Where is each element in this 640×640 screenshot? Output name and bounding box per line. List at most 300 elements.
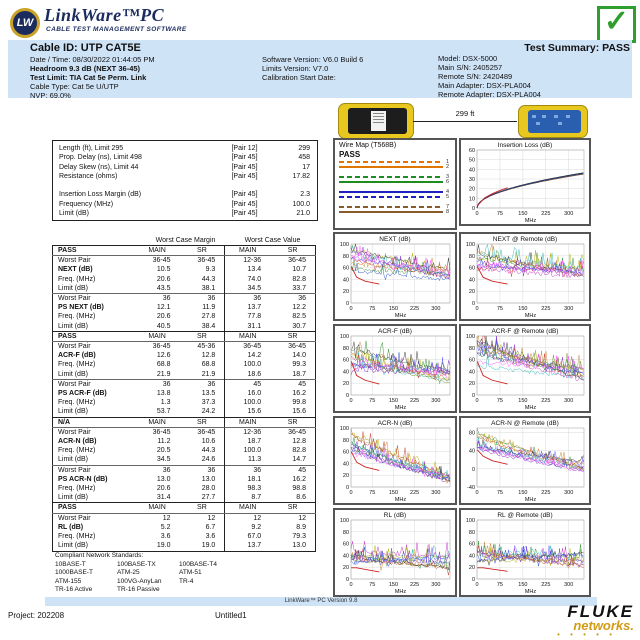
value-cell: 12-36 bbox=[243, 428, 262, 436]
value-cell: 21.9 bbox=[180, 370, 225, 380]
table-row bbox=[53, 265, 316, 274]
value-cell: 27.8 bbox=[180, 312, 225, 321]
row-label-cell: Worst Pair bbox=[53, 294, 135, 304]
value-cell: 19.0 bbox=[156, 542, 171, 550]
table-cell: 17 bbox=[302, 163, 310, 171]
chart-acrf-remote bbox=[459, 324, 591, 413]
status-cell: PASS bbox=[53, 331, 135, 341]
value-cell: 74.0 bbox=[247, 275, 262, 283]
value-cell: 38.1 bbox=[180, 284, 225, 294]
standards-column bbox=[117, 561, 179, 595]
wire-map-title: Wire Map (T568B) bbox=[339, 142, 397, 149]
value-cell: 20.6 bbox=[156, 275, 171, 283]
value-cell: 13.8 bbox=[156, 390, 171, 398]
value-cell: 68.8 bbox=[156, 361, 171, 369]
main-tester-device bbox=[338, 103, 414, 139]
table-cell: [Pair 45] bbox=[231, 172, 258, 180]
table-row bbox=[53, 407, 316, 417]
value-cell: 12-36 bbox=[243, 257, 262, 265]
table-cell: 2.3 bbox=[300, 191, 310, 199]
value-cell: 36 bbox=[180, 294, 225, 304]
chart-canvas-insertion-loss bbox=[461, 140, 589, 224]
table-cell: 100.0 bbox=[292, 200, 310, 208]
value-cell: 82.8 bbox=[292, 447, 306, 455]
row-label-cell: RL (dB) bbox=[58, 523, 84, 531]
subheader-cell: MAIN bbox=[135, 331, 180, 341]
chart-rl bbox=[333, 508, 457, 597]
value-cell: 44.3 bbox=[180, 446, 225, 455]
header-right-lines bbox=[438, 54, 630, 99]
value-cell: 10.7 bbox=[292, 266, 306, 274]
worst-case-table-wrap bbox=[52, 236, 316, 552]
chart-insertion-loss bbox=[459, 138, 591, 226]
table-cell bbox=[53, 181, 217, 190]
value-cell: 16.0 bbox=[247, 390, 262, 398]
row-label-cell: Worst Pair bbox=[53, 465, 135, 475]
row-label-cell: Limit (dB) bbox=[58, 322, 88, 330]
value-cell: 20.5 bbox=[156, 447, 171, 455]
value-cell: 10.5 bbox=[156, 266, 171, 274]
table-row bbox=[53, 360, 316, 369]
value-cell: 36 bbox=[270, 294, 315, 304]
value-cell: 82.8 bbox=[292, 275, 306, 283]
header-line: Test Limit: TIA Cat 5e Perm. Link bbox=[30, 73, 147, 82]
subheader-cell: SR bbox=[180, 331, 225, 341]
table-row bbox=[53, 484, 316, 493]
row-label-cell: Freq. (MHz) bbox=[58, 533, 96, 541]
standard-item: TR-16 Passive bbox=[117, 586, 160, 593]
value-cell: 11.3 bbox=[248, 456, 262, 464]
row-label-cell: Limit (dB) bbox=[58, 542, 88, 550]
section-header-row bbox=[53, 331, 316, 341]
row-label-cell: Limit (dB) bbox=[58, 408, 88, 416]
value-cell: 12.8 bbox=[180, 351, 225, 360]
standard-item: ATM-25 bbox=[117, 569, 140, 576]
fluke-logo-dots: • • • • • bbox=[557, 630, 616, 639]
subheader-cell: SR bbox=[270, 417, 315, 427]
value-cell: 16.2 bbox=[292, 475, 306, 483]
row-label-cell: Worst Pair bbox=[58, 514, 91, 522]
checkmark-icon: ✓ bbox=[603, 5, 630, 38]
table-row bbox=[53, 312, 316, 321]
row-label-cell: Limit (dB) bbox=[58, 494, 88, 502]
table-row bbox=[53, 532, 316, 541]
header-line: Date / Time: 08/30/2022 01:44:05 PM bbox=[30, 55, 155, 64]
value-cell: 82.5 bbox=[292, 313, 306, 321]
value-cell: 11.2 bbox=[157, 438, 171, 446]
value-cell: 34.5 bbox=[156, 456, 171, 464]
chart-canvas-acrf-remote bbox=[461, 326, 589, 411]
table-cell: 17.82 bbox=[292, 172, 310, 180]
table-cell: 21.0 bbox=[296, 210, 310, 218]
header-line: Remote S/N: 2420489 bbox=[438, 72, 513, 81]
value-cell: 11.9 bbox=[180, 303, 225, 312]
test-summary: Test Summary: PASS bbox=[524, 42, 630, 54]
wire-map-status: PASS bbox=[339, 150, 361, 159]
remote-tester-screen bbox=[528, 110, 581, 133]
wire-line bbox=[339, 176, 443, 178]
worst-case-value-header: Worst Case Value bbox=[244, 237, 301, 244]
value-cell: 100.0 bbox=[243, 361, 262, 369]
subheader-cell: MAIN bbox=[225, 503, 270, 513]
table-cell: [Pair 12] bbox=[231, 145, 258, 152]
header-line: Headroom 9.3 dB (NEXT 36-45) bbox=[30, 64, 141, 73]
row-label-cell: Freq. (MHz) bbox=[58, 361, 96, 369]
wire-line bbox=[339, 206, 443, 208]
table-row bbox=[53, 513, 316, 523]
table-row bbox=[53, 342, 316, 352]
value-cell: 36-45 bbox=[288, 257, 306, 265]
wire-row bbox=[339, 179, 451, 184]
table-cell bbox=[217, 181, 272, 190]
table-cell bbox=[272, 181, 316, 190]
header-line: Software Version: V6.0 Build 6 bbox=[262, 55, 364, 64]
table-row bbox=[53, 427, 316, 437]
header-middle-lines bbox=[262, 55, 432, 82]
table-row bbox=[53, 541, 316, 551]
value-cell: 13.7 bbox=[247, 304, 262, 312]
subheader-cell: SR bbox=[270, 331, 315, 341]
wire-line bbox=[339, 161, 443, 163]
value-cell: 18.7 bbox=[292, 370, 306, 378]
value-cell: 45-36 bbox=[180, 342, 225, 352]
value-cell: 9.3 bbox=[180, 265, 225, 274]
wire-line bbox=[339, 196, 443, 198]
table-row bbox=[53, 446, 316, 455]
value-cell: 53.7 bbox=[156, 408, 171, 416]
subheader-cell: MAIN bbox=[225, 417, 270, 427]
chart-canvas-acrn bbox=[335, 418, 455, 503]
standards-column bbox=[179, 561, 241, 595]
table-row bbox=[53, 523, 316, 532]
value-cell: 36 bbox=[180, 379, 225, 389]
wire-pin-label: 4 bbox=[446, 188, 450, 195]
table-row bbox=[53, 437, 316, 446]
value-cell: 36-45 bbox=[243, 343, 262, 351]
status-cell: N/A bbox=[53, 417, 135, 427]
value-cell: 36-45 bbox=[180, 256, 225, 266]
header-line: Calibration Start Date: bbox=[262, 73, 336, 82]
table-cell: [Pair 45] bbox=[231, 154, 258, 162]
header-line: Remote Adapter: DSX-PLA004 bbox=[438, 90, 541, 99]
chart-canvas-next bbox=[335, 234, 455, 319]
value-cell: 36 bbox=[180, 465, 225, 475]
row-label-cell: PS NEXT (dB) bbox=[58, 304, 104, 312]
value-cell: 12.6 bbox=[156, 352, 171, 360]
value-cell: 18.6 bbox=[247, 370, 262, 378]
value-cell: 45 bbox=[270, 379, 315, 389]
wire-row bbox=[339, 194, 451, 199]
section-header-row bbox=[53, 417, 316, 427]
value-cell: 79.3 bbox=[292, 533, 306, 541]
table-row bbox=[53, 322, 316, 332]
value-cell: 19.0 bbox=[180, 541, 225, 551]
row-label-cell: Freq. (MHz) bbox=[58, 399, 96, 407]
value-cell: 36-45 bbox=[152, 257, 171, 265]
value-cell: 36 bbox=[135, 465, 180, 475]
value-cell: 13.7 bbox=[247, 542, 262, 550]
subheader-cell: SR bbox=[180, 417, 225, 427]
value-cell: 8.7 bbox=[251, 494, 262, 502]
standard-item: ATM-155 bbox=[55, 577, 82, 585]
chart-canvas-rl bbox=[335, 510, 455, 595]
section-header-row bbox=[53, 246, 316, 256]
value-cell: 99.8 bbox=[292, 399, 306, 407]
table-row bbox=[53, 284, 316, 294]
table-row bbox=[53, 153, 317, 162]
value-cell: 38.4 bbox=[180, 322, 225, 332]
value-cell: 9.2 bbox=[251, 523, 262, 531]
row-label-cell: NEXT (dB) bbox=[58, 266, 93, 274]
wire-row bbox=[339, 164, 451, 169]
value-cell: 12 bbox=[298, 514, 306, 522]
value-cell: 36-45 bbox=[180, 427, 225, 437]
value-cell: 40.5 bbox=[156, 322, 171, 330]
value-cell: 20.6 bbox=[156, 485, 171, 493]
header-left-column bbox=[30, 42, 260, 100]
header-line: NVP: 69.0% bbox=[30, 91, 71, 100]
report-icon bbox=[371, 111, 386, 131]
row-label-cell: Freq. (MHz) bbox=[58, 275, 96, 283]
table-row bbox=[53, 379, 316, 389]
app-title: LinkWare™PC bbox=[44, 5, 165, 25]
table-row bbox=[53, 370, 316, 380]
worst-case-margin-header: Worst Case Margin bbox=[155, 237, 216, 244]
value-cell: 14.2 bbox=[247, 352, 262, 360]
value-cell: 20.6 bbox=[156, 313, 171, 321]
cable-length-label: 299 ft bbox=[455, 109, 475, 118]
row-label-cell: Worst Pair bbox=[53, 379, 135, 389]
wire-pin-label: 3 bbox=[446, 173, 450, 180]
standard-item: 100VG-AnyLan bbox=[117, 577, 162, 585]
table-cell: Length (ft), Limit 295 bbox=[59, 145, 124, 152]
value-cell: 44.3 bbox=[180, 275, 225, 284]
results-table bbox=[52, 140, 318, 221]
chart-acrn-remote bbox=[459, 416, 591, 505]
value-cell: 36 bbox=[225, 294, 270, 304]
status-cell: PASS bbox=[53, 246, 135, 256]
table-row bbox=[53, 389, 316, 398]
value-cell: 36-45 bbox=[288, 428, 306, 436]
table-cell: [Pair 45] bbox=[231, 210, 258, 218]
chart-next-remote bbox=[459, 232, 591, 321]
subheader-cell: SR bbox=[270, 246, 315, 256]
row-label-cell: Limit (dB) bbox=[58, 370, 88, 378]
value-cell: 8.9 bbox=[296, 523, 306, 531]
value-cell: 68.8 bbox=[180, 360, 225, 369]
value-cell: 30.7 bbox=[292, 322, 306, 330]
value-cell: 100.0 bbox=[243, 399, 262, 407]
subheader-cell: MAIN bbox=[225, 246, 270, 256]
value-cell: 31.1 bbox=[247, 322, 262, 330]
value-cell: 31.4 bbox=[156, 494, 171, 502]
section-header-row bbox=[53, 503, 316, 513]
wire-pin-label: 5 bbox=[446, 193, 450, 200]
value-cell: 36 bbox=[135, 294, 180, 304]
standards-columns bbox=[55, 561, 241, 595]
header-line: Main Adapter: DSX-PLA004 bbox=[438, 81, 531, 90]
chart-acrn bbox=[333, 416, 457, 505]
table-row bbox=[53, 256, 316, 266]
table-cell: [Pair 45] bbox=[231, 191, 258, 199]
value-cell: 14.0 bbox=[292, 352, 306, 360]
linkware-logo-icon: LW bbox=[10, 8, 40, 38]
value-cell: 37.3 bbox=[180, 398, 225, 407]
header-line: Main S/N: 2405257 bbox=[438, 63, 503, 72]
table-row bbox=[53, 465, 316, 475]
worst-case-column-headers bbox=[52, 236, 316, 245]
row-label-cell: Worst Pair bbox=[58, 343, 91, 351]
standards-title: Compliant Network Standards: bbox=[55, 552, 144, 559]
file-name-label: Untitled1 bbox=[215, 611, 247, 620]
value-cell: 18.7 bbox=[247, 438, 262, 446]
chart-rl-remote bbox=[459, 508, 591, 597]
chart-canvas-acrn-remote bbox=[461, 418, 589, 503]
standard-item: ATM-51 bbox=[179, 569, 202, 576]
value-cell: 43.5 bbox=[156, 284, 171, 292]
value-cell: 98.3 bbox=[247, 485, 262, 493]
chart-canvas-next-remote bbox=[461, 234, 589, 319]
cable-link-line bbox=[413, 121, 517, 122]
value-cell: 12 bbox=[253, 514, 262, 522]
value-cell: 3.6 bbox=[160, 533, 171, 541]
table-cell: Resistance (ohms) bbox=[59, 172, 118, 180]
table-row bbox=[53, 493, 316, 503]
value-cell: 45 bbox=[225, 379, 270, 389]
chart-canvas-rl-remote bbox=[461, 510, 589, 595]
subheader-cell: SR bbox=[180, 503, 225, 513]
value-cell: 67.0 bbox=[247, 533, 262, 541]
standard-item: 1000BASE-T bbox=[55, 569, 93, 576]
subheader-cell: MAIN bbox=[135, 417, 180, 427]
table-row bbox=[53, 275, 316, 284]
row-label-cell: ACR-N (dB) bbox=[58, 438, 97, 446]
value-cell: 24.2 bbox=[180, 407, 225, 417]
value-cell: 13.0 bbox=[156, 475, 171, 483]
compliant-standards bbox=[55, 552, 241, 595]
worst-case-table bbox=[52, 245, 316, 552]
row-label-cell: Limit (dB) bbox=[58, 284, 88, 292]
wire-pin-label: 2 bbox=[446, 163, 450, 170]
value-cell: 36-45 bbox=[152, 343, 171, 351]
value-cell: 16.2 bbox=[292, 390, 306, 398]
value-cell: 18.1 bbox=[247, 475, 262, 483]
pass-check-box bbox=[597, 6, 636, 43]
value-cell: 36 bbox=[225, 465, 270, 475]
standards-column bbox=[55, 561, 117, 595]
subheader-cell: MAIN bbox=[135, 246, 180, 256]
value-cell: 13.4 bbox=[247, 266, 262, 274]
fluke-networks-text: networks. bbox=[573, 618, 634, 633]
table-cell: [Pair 45] bbox=[231, 200, 258, 208]
value-cell: 12 bbox=[162, 514, 171, 522]
app-subtitle: CABLE TEST MANAGEMENT SOFTWARE bbox=[46, 26, 187, 33]
table-cell: Limit (dB) bbox=[59, 210, 89, 218]
table-row bbox=[53, 398, 316, 407]
table-row bbox=[53, 181, 317, 190]
standard-item: TR-16 Active bbox=[55, 586, 93, 593]
value-cell: 21.9 bbox=[156, 370, 171, 378]
table-cell: [Pair 45] bbox=[231, 163, 258, 171]
cable-id: Cable ID: UTP CAT5E bbox=[30, 42, 141, 54]
table-row bbox=[53, 209, 317, 218]
header-line: Limits Version: V7.0 bbox=[262, 64, 329, 73]
standard-item: TR-4 bbox=[179, 577, 194, 585]
header-line: Cable Type: Cat 5e U/UTP bbox=[30, 82, 119, 91]
fluke-networks-logo bbox=[500, 603, 634, 638]
table-row bbox=[53, 351, 316, 360]
value-cell: 12.8 bbox=[292, 438, 306, 446]
chart-acrf bbox=[333, 324, 457, 413]
value-cell: 36-45 bbox=[288, 343, 306, 351]
value-cell: 13.0 bbox=[292, 542, 306, 550]
row-label-cell: Freq. (MHz) bbox=[58, 447, 96, 455]
table-row bbox=[53, 190, 317, 199]
wire-row bbox=[339, 209, 451, 214]
table-row bbox=[53, 455, 316, 465]
row-label-cell: PS ACR-N (dB) bbox=[58, 475, 108, 483]
subheader-cell: SR bbox=[180, 246, 225, 256]
value-cell: 6.7 bbox=[180, 523, 225, 532]
row-label-cell: Worst Pair bbox=[58, 428, 91, 436]
value-cell: 34.5 bbox=[247, 284, 262, 292]
subheader-cell: MAIN bbox=[135, 503, 180, 513]
value-cell: 15.6 bbox=[292, 408, 306, 416]
table-row bbox=[53, 475, 316, 484]
main-tester-screen bbox=[348, 108, 407, 134]
value-cell: 12 bbox=[180, 513, 225, 523]
status-cell: PASS bbox=[53, 503, 135, 513]
value-cell: 98.8 bbox=[292, 485, 306, 493]
value-cell: 28.0 bbox=[180, 484, 225, 493]
subheader-cell: MAIN bbox=[225, 331, 270, 341]
value-cell: 13.0 bbox=[180, 475, 225, 484]
table-row bbox=[53, 163, 317, 172]
chart-canvas-acrf bbox=[335, 326, 455, 411]
fluke-brand-text: FLUKE bbox=[567, 602, 634, 621]
value-cell: 8.6 bbox=[296, 494, 306, 502]
table-cell: Prop. Delay (ns), Limit 498 bbox=[59, 154, 142, 162]
value-cell: 24.6 bbox=[180, 455, 225, 465]
table-row bbox=[53, 172, 317, 181]
row-label-cell: Limit (dB) bbox=[58, 456, 88, 464]
value-cell: 3.6 bbox=[180, 532, 225, 541]
value-cell: 99.3 bbox=[292, 361, 306, 369]
value-cell: 5.2 bbox=[160, 523, 171, 531]
value-cell: 1.3 bbox=[160, 399, 171, 407]
wire-line bbox=[339, 211, 443, 213]
row-label-cell: Worst Pair bbox=[58, 257, 91, 265]
value-cell: 27.7 bbox=[180, 493, 225, 503]
table-row bbox=[53, 144, 317, 153]
wire-map-wires bbox=[339, 159, 451, 214]
value-cell: 100.0 bbox=[243, 447, 262, 455]
value-cell: 77.8 bbox=[247, 313, 262, 321]
table-cell: Delay Skew (ns), Limit 44 bbox=[59, 163, 139, 171]
table-cell: Insertion Loss Margin (dB) bbox=[59, 191, 142, 199]
header-right-column bbox=[438, 42, 630, 99]
wire-line bbox=[339, 181, 443, 183]
standard-item: 10BASE-T bbox=[55, 560, 86, 568]
table-cell: Frequency (MHz) bbox=[59, 200, 114, 208]
standard-item: 100BASE-TX bbox=[117, 560, 156, 568]
value-cell: 45 bbox=[270, 465, 315, 475]
project-label: Project: 202208 bbox=[8, 611, 65, 620]
row-label-cell: ACR-F (dB) bbox=[58, 352, 96, 360]
wire-pin-label: 6 bbox=[446, 178, 450, 185]
header-middle-column bbox=[262, 55, 432, 82]
row-label-cell: Freq. (MHz) bbox=[58, 313, 96, 321]
